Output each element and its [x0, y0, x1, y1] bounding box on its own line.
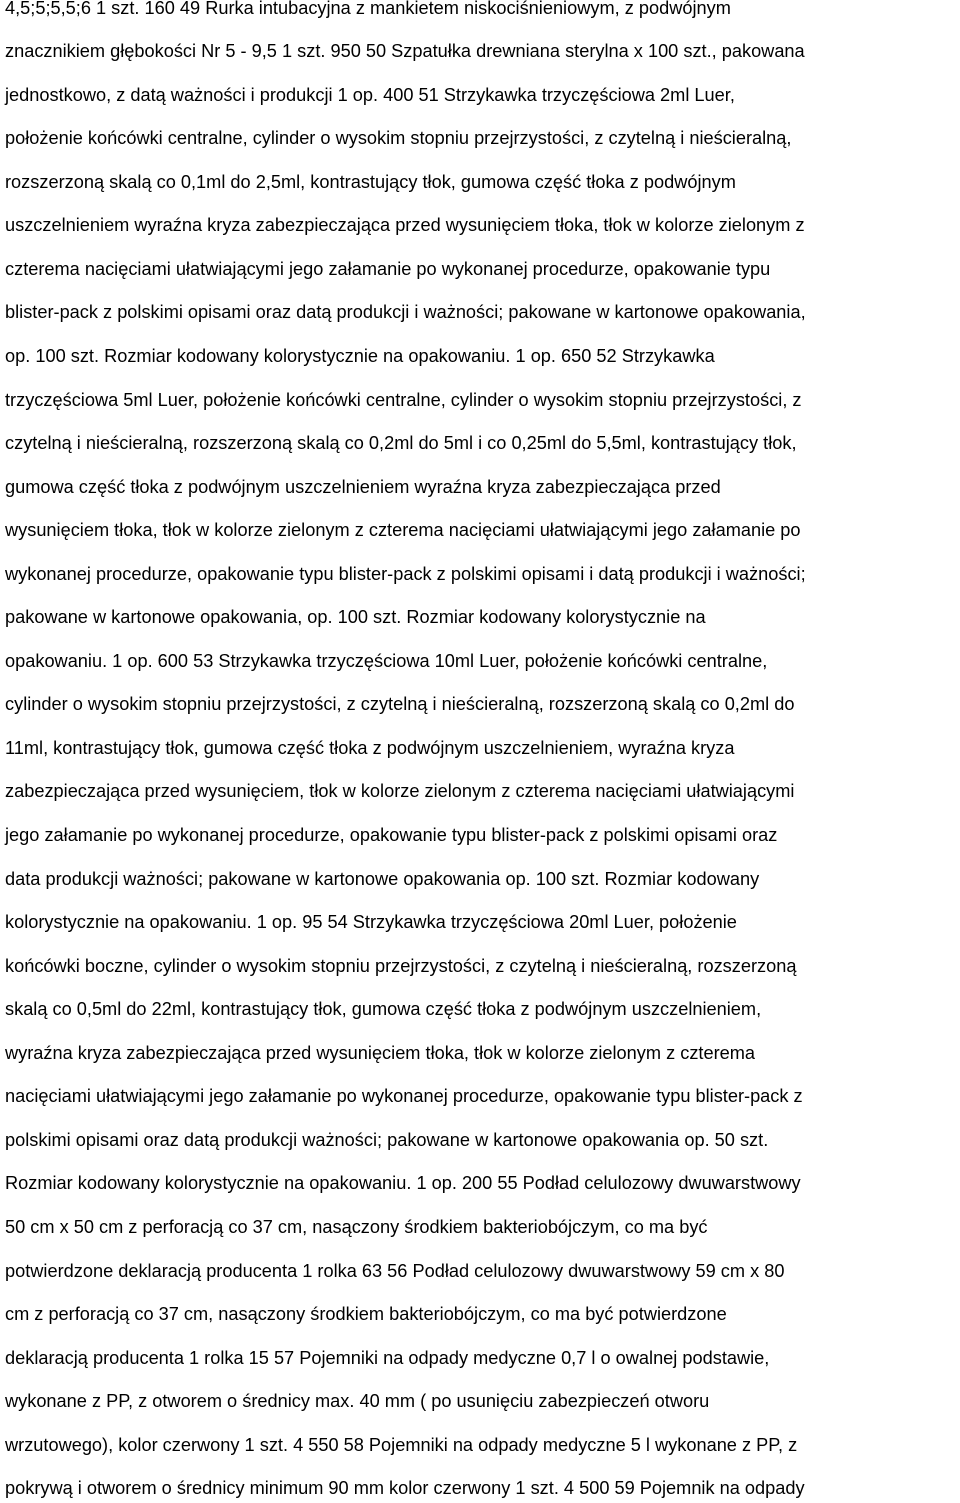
text-line: wykonane z PP, z otworem o średnicy max. 40 mm ( po usunięciu zabezpieczeń otworu [5, 1391, 710, 1411]
text-line: potwierdzone deklaracją producenta 1 rolka 63 56 Podład celulozowy dwuwarstwowy 59 cm x 80 [5, 1261, 785, 1281]
text-line: znacznikiem głębokości Nr 5 - 9,5 1 szt. 950 50 Szpatułka drewniana sterylna x 100 szt., pakowana [5, 41, 805, 61]
text-line: skalą co 0,5ml do 22ml, kontrastujący tłok, gumowa część tłoka z podwójnym uszczelnieniem, [5, 999, 762, 1019]
text-line: blister-pack z polskimi opisami oraz datą produkcji i ważności; pakowane w kartonowe opakowania, [5, 302, 806, 322]
text-line: kolorystycznie na opakowaniu. 1 op. 95 54 Strzykawka trzyczęściowa 20ml Luer, położenie [5, 912, 737, 932]
text-line: Rozmiar kodowany kolorystycznie na opakowaniu. 1 op. 200 55 Podład celulozowy dwuwarstwowy [5, 1173, 801, 1193]
text-line: polskimi opisami oraz datą produkcji ważności; pakowane w kartonowe opakowania op. 50 szt. [5, 1130, 769, 1150]
text-line: cm z perforacją co 37 cm, nasączony środkiem bakteriobójczym, co ma być potwierdzone [5, 1304, 727, 1324]
text-line: op. 100 szt. Rozmiar kodowany kolorystycznie na opakowaniu. 1 op. 650 52 Strzykawka [5, 346, 715, 366]
text-line: 11ml, kontrastujący tłok, gumowa część tłoka z podwójnym uszczelnieniem, wyraźna kryza [5, 738, 735, 758]
text-line: końcówki boczne, cylinder o wysokim stopniu przejrzystości, z czytelną i nieścieralną, rozszerzoną [5, 956, 797, 976]
text-line: wysunięciem tłoka, tłok w kolorze zielonym z czterema nacięciami ułatwiającymi jego załamanie po [5, 520, 801, 540]
text-line: 4,5;5;5,5;6 1 szt. 160 49 Rurka intubacyjna z mankietem niskociśnieniowym, z podwójnym [5, 0, 731, 18]
text-line: pakowane w kartonowe opakowania, op. 100 szt. Rozmiar kodowany kolorystycznie na [5, 607, 706, 627]
text-line: trzyczęściowa 5ml Luer, położenie końcówki centralne, cylinder o wysokim stopniu przejrzystości, z [5, 390, 802, 410]
text-line: wyraźna kryza zabezpieczająca przed wysunięciem tłoka, tłok w kolorze zielonym z czterema [5, 1043, 756, 1063]
text-line: pokrywą i otworem o średnicy minimum 90 mm kolor czerwony 1 szt. 4 500 59 Pojemnik na odpady [5, 1478, 805, 1498]
text-line: uszczelnieniem wyraźna kryza zabezpieczająca przed wysunięciem tłoka, tłok w kolorze zielonym z [5, 215, 805, 235]
text-line: wrzutowego), kolor czerwony 1 szt. 4 550 58 Pojemniki na odpady medyczne 5 l wykonane z PP, z [5, 1435, 798, 1455]
text-line: zabezpieczająca przed wysunięciem, tłok w kolorze zielonym z czterema nacięciami ułatwiającymi [5, 781, 795, 801]
text-line: deklaracją producenta 1 rolka 15 57 Pojemniki na odpady medyczne 0,7 l o owalnej podstawie, [5, 1348, 770, 1368]
text-line: jednostkowo, z datą ważności i produkcji 1 op. 400 51 Strzykawka trzyczęściowa 2ml Luer, [5, 85, 735, 105]
text-line: położenie końcówki centralne, cylinder o wysokim stopniu przejrzystości, z czytelną i nieścieralną, [5, 128, 792, 148]
text-line: czytelną i nieścieralną, rozszerzoną skalą co 0,2ml do 5ml i co 0,25ml do 5,5ml, kontrastujący tłok, [5, 433, 797, 453]
text-line: cylinder o wysokim stopniu przejrzystości, z czytelną i nieścieralną, rozszerzoną skalą co 0,2ml do [5, 694, 795, 714]
text-line: nacięciami ułatwiającymi jego załamanie po wykonanej procedurze, opakowanie typu blister-pack z [5, 1086, 803, 1106]
text-line: jego załamanie po wykonanej procedurze, opakowanie typu blister-pack z polskimi opisami oraz [5, 825, 778, 845]
text-line: czterema nacięciami ułatwiającymi jego załamanie po wykonanej procedurze, opakowanie typu [5, 259, 771, 279]
text-line: data produkcji ważności; pakowane w kartonowe opakowania op. 100 szt. Rozmiar kodowany [5, 869, 760, 889]
text-line: wykonanej procedurze, opakowanie typu blister-pack z polskimi opisami i datą produkcji i ważności; [5, 564, 806, 584]
text-line: rozszerzoną skalą co 0,1ml do 2,5ml, kontrastujący tłok, gumowa część tłoka z podwójnym [5, 172, 736, 192]
text-line: gumowa część tłoka z podwójnym uszczelnieniem wyraźna kryza zabezpieczająca przed [5, 477, 721, 497]
text-line: 50 cm x 50 cm z perforacją co 37 cm, nasączony środkiem bakteriobójczym, co ma być [5, 1217, 708, 1237]
text-line: opakowaniu. 1 op. 600 53 Strzykawka trzyczęściowa 10ml Luer, położenie końcówki centralne, [5, 651, 768, 671]
